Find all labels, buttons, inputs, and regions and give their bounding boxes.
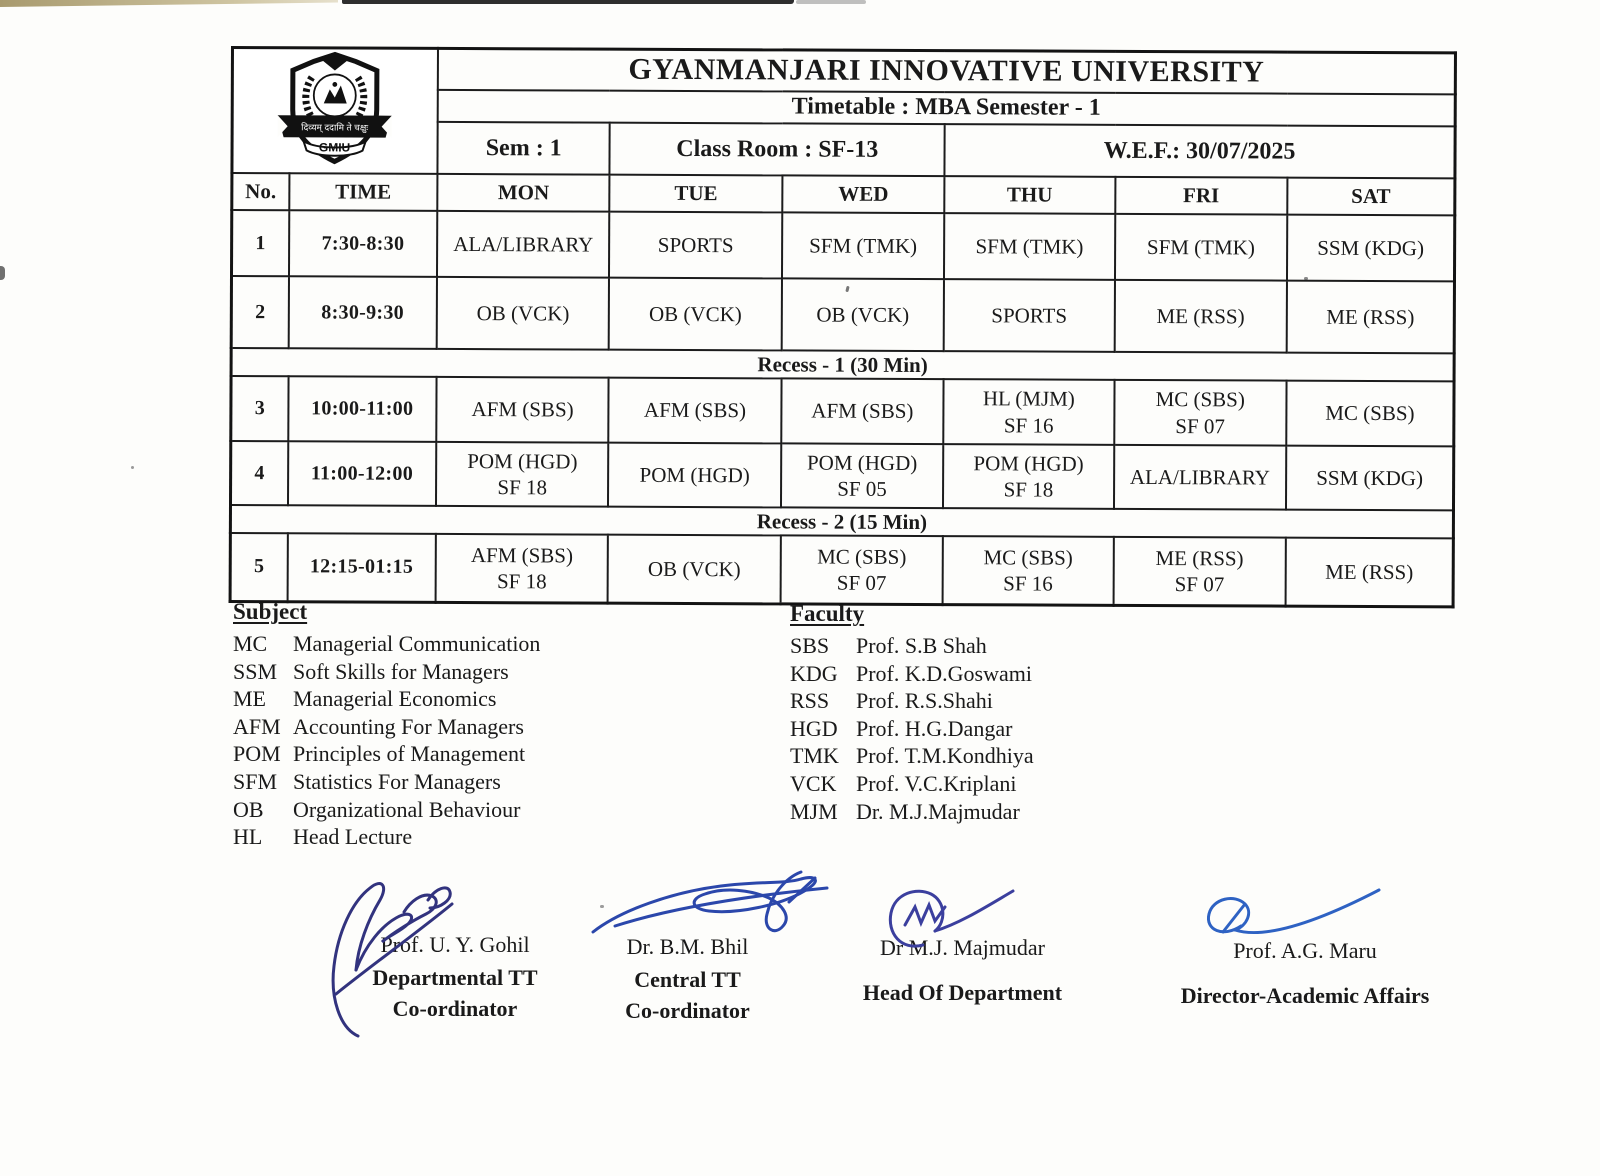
col-header-no: No. (232, 173, 289, 210)
legend-abbr: SBS (790, 633, 830, 658)
timetable-cell (436, 534, 609, 603)
cell-line: AFM (SBS) (643, 398, 747, 423)
legend-abbr: MC (233, 631, 268, 656)
cell-line: POM (HGD) (639, 462, 750, 488)
timetable-cell (609, 212, 782, 279)
col-header-fri: FRI (1115, 177, 1288, 215)
recess-label: Recess - 2 (15 Min) (230, 505, 1453, 538)
legend-item (790, 770, 1210, 798)
legend-name: Head Lecture (293, 824, 413, 850)
cell-line: SFM (TMK) (975, 234, 1084, 259)
cell-line: AFM (SBS) (811, 398, 914, 424)
legend-item (790, 715, 1210, 743)
timetable-cell (608, 443, 781, 508)
scan-artifact-edge-mark (0, 266, 5, 280)
university-logo (232, 48, 438, 174)
cell-line: OB (VCK) (647, 556, 741, 581)
legend-abbr: POM (233, 741, 281, 767)
timetable-cell (781, 443, 944, 508)
timetable-cell (1115, 214, 1288, 281)
legend-name: Statistics For Managers (293, 768, 501, 794)
class-row (230, 533, 1453, 606)
cell-line: POM (HGD) (973, 450, 1084, 476)
cell-line: SF 18 (497, 475, 548, 500)
timetable-cell (782, 212, 945, 279)
timetable-cell (437, 277, 610, 350)
gmiu-logo-emblem (260, 49, 411, 168)
cell-line: OB (VCK) (648, 301, 742, 327)
legend-name: Prof. R.S.Shahi (856, 688, 993, 714)
legend-abbr: RSS (790, 688, 830, 714)
signature-name: Dr M.J. Majmudar (880, 935, 1045, 960)
cell-line: SF 07 (1175, 413, 1225, 438)
legend-abbr: SSM (233, 658, 278, 684)
cell-line: MC (SBS) (1155, 387, 1245, 412)
cell-line: SSM (KDG) (1316, 465, 1424, 491)
cell-line: ALA/LIBRARY (453, 231, 594, 257)
cell-line: SF 16 (1003, 571, 1053, 596)
cell-line: SFM (TMK) (1146, 234, 1255, 260)
period-time: 12:15-01:15 (287, 533, 436, 602)
legend-name: Prof. V.C.Kriplani (856, 770, 1017, 796)
scan-artifact-tan-strip (0, 0, 338, 7)
cell-line: OB (VCK) (476, 300, 570, 326)
cell-line: SF 18 (496, 568, 547, 594)
cell-line: SF 18 (1003, 477, 1054, 502)
legend-name: Managerial Economics (293, 686, 497, 712)
legend-item (790, 660, 1210, 688)
subject-legend-items (233, 630, 653, 851)
timetable-cell (609, 378, 782, 444)
legend-item (233, 796, 653, 824)
legend-item (233, 713, 653, 741)
legend-abbr: KDG (790, 660, 838, 686)
recess-label: Recess - 1 (30 Min) (231, 348, 1454, 381)
timetable-cell (781, 278, 944, 351)
timetable-cell (1287, 215, 1455, 282)
timetable-cell (944, 213, 1115, 280)
timetable-cell (1114, 380, 1287, 446)
legend-name: Principles of Management (293, 741, 526, 767)
col-header-mon: MON (437, 174, 610, 212)
signature-roles (1165, 980, 1445, 1011)
logo-motto-text: दिव्यम् ददामि ते चक्षुः (301, 122, 369, 133)
period-time: 7:30-8:30 (289, 210, 438, 277)
signature-name: Prof. A.G. Maru (1233, 938, 1377, 963)
cell-line: SF 07 (836, 570, 887, 595)
legend-item (233, 685, 653, 713)
signature-block-departmental-tt (330, 932, 580, 1024)
legend-item (790, 687, 1210, 715)
cell-line: SFM (TMK) (809, 233, 918, 258)
legend-abbr: HL (233, 824, 263, 850)
period-number: 3 (231, 376, 288, 441)
col-header-time: TIME (289, 173, 438, 211)
col-header-sat: SAT (1287, 178, 1455, 216)
period-number: 1 (231, 210, 288, 276)
legend-abbr: HGD (790, 715, 838, 741)
timetable-cell (943, 379, 1114, 445)
cell-line: SPORTS (991, 303, 1068, 328)
timetable-cell (780, 535, 943, 604)
signature-roles (835, 977, 1090, 1008)
signature-role: Head Of Department (862, 980, 1063, 1005)
class-row (231, 276, 1454, 353)
cell-line: HL (MJM) (982, 386, 1075, 411)
timetable-cell (943, 444, 1114, 509)
university-title: GYANMANJARI INNOVATIVE UNIVERSITY (438, 48, 1456, 94)
cell-line: ME (RSS) (1156, 303, 1245, 329)
period-time: 11:00-12:00 (288, 441, 437, 506)
legend-abbr: VCK (790, 770, 837, 796)
legend-name: Organizational Behaviour (293, 796, 521, 822)
scan-artifact-gray-line (796, 0, 866, 4)
day-header-row (232, 173, 1455, 215)
timetable-cell (1286, 446, 1454, 511)
legend-item (790, 798, 1210, 826)
cell-line: SF 05 (837, 476, 887, 501)
scan-artifact-black-line (342, 0, 794, 4)
cell-line: ME (RSS) (1325, 559, 1414, 584)
class-row (230, 441, 1453, 510)
faculty-legend (790, 601, 1210, 825)
signature-role: Departmental TT (372, 965, 538, 990)
signature-roles (330, 962, 580, 1024)
cell-line: AFM (SBS) (471, 397, 574, 422)
faculty-legend-heading: Faculty (790, 601, 865, 626)
legend-name: Prof. H.G.Dangar (856, 715, 1013, 741)
period-number: 5 (230, 533, 287, 601)
legend-abbr: AFM (233, 713, 281, 739)
timetable-cell (436, 442, 609, 507)
signature-roles (565, 964, 810, 1026)
signature-role: Co-ordinator (625, 998, 750, 1023)
timetable-cell (1114, 445, 1287, 510)
cell-line: AFM (SBS) (470, 542, 574, 567)
signature-role: Central TT (634, 967, 741, 992)
signature-name: Prof. U. Y. Gohil (380, 932, 530, 957)
timetable-cell (781, 378, 944, 444)
period-time: 8:30-9:30 (288, 276, 437, 349)
timetable-cell (944, 279, 1115, 352)
timetable-cell (609, 278, 782, 351)
legend-item (790, 632, 1210, 660)
cell-line: MC (SBS) (983, 544, 1073, 570)
scan-speck (131, 466, 134, 469)
legend-item (790, 742, 1210, 770)
timetable-cell (1286, 538, 1454, 607)
timetable-subtitle: Timetable : MBA Semester - 1 (438, 90, 1456, 127)
period-number: 2 (231, 276, 288, 348)
cell-line: ME (RSS) (1326, 304, 1415, 330)
legend-name: Prof. T.M.Kondhiya (856, 743, 1034, 769)
cell-line: SF 07 (1174, 571, 1225, 597)
cell-line: POM (HGD) (467, 448, 578, 474)
legend-name: Accounting For Managers (293, 713, 524, 739)
timetable-table (229, 46, 1457, 608)
legend-abbr: OB (233, 796, 264, 822)
cell-line: ALA/LIBRARY (1129, 464, 1270, 490)
subject-legend-heading: Subject (233, 599, 308, 624)
signature-role: Director-Academic Affairs (1180, 983, 1430, 1008)
signature-role: Co-ordinator (392, 996, 518, 1021)
timetable-cell (1114, 280, 1287, 353)
legend-abbr: MJM (790, 798, 838, 824)
col-header-thu: THU (944, 176, 1115, 214)
signature-block-hod (835, 935, 1090, 1008)
legend-item (233, 823, 653, 851)
legend-name: Prof. S.B Shah (856, 633, 987, 658)
faculty-legend-items (790, 632, 1210, 825)
legend-abbr: ME (233, 686, 266, 712)
timetable-cell (1287, 281, 1455, 354)
timetable-cell (437, 211, 610, 278)
cell-line: MC (SBS) (1325, 401, 1415, 426)
title-row (232, 48, 1455, 94)
timetable-cell (436, 377, 609, 443)
scan-speck (600, 905, 604, 908)
legend-name: Soft Skills for Managers (293, 658, 509, 684)
legend-item (233, 630, 653, 658)
timetable-cell (943, 536, 1114, 605)
legend-name: Prof. K.D.Goswami (856, 660, 1032, 686)
legend-item (233, 740, 653, 768)
col-header-wed: WED (782, 175, 945, 213)
classroom-value: Class Room : SF-13 (610, 123, 945, 176)
cell-line: SF 16 (1003, 412, 1054, 438)
legend-item (233, 768, 653, 796)
class-row (231, 210, 1454, 281)
cell-line: SPORTS (657, 232, 734, 258)
col-header-tue: TUE (610, 175, 783, 213)
legend-name: Managerial Communication (293, 631, 541, 656)
legend-item (233, 658, 653, 686)
logo-acronym-text: GMIU (319, 140, 351, 155)
signature-block-central-tt (565, 934, 810, 1026)
wef-value: W.E.F.: 30/07/2025 (945, 124, 1456, 178)
subject-legend (233, 599, 653, 851)
cell-line: ME (RSS) (1155, 545, 1244, 570)
timetable-cell (608, 535, 781, 604)
cell-line: MC (SBS) (817, 544, 907, 569)
class-row (231, 376, 1454, 446)
timetable-cell (1113, 537, 1286, 606)
signature-block-director (1165, 938, 1445, 1011)
legend-abbr: TMK (790, 743, 839, 769)
sem-value: Sem : 1 (437, 122, 610, 175)
period-time: 10:00-11:00 (288, 376, 437, 442)
timetable-cell (1286, 381, 1454, 447)
signature-name: Dr. B.M. Bhil (626, 934, 749, 959)
cell-line: SSM (KDG) (1317, 235, 1425, 261)
legend-name: Dr. M.J.Majmudar (856, 798, 1020, 824)
cell-line: POM (HGD) (806, 450, 918, 475)
cell-line: OB (VCK) (816, 302, 910, 327)
period-number: 4 (230, 441, 287, 505)
timetable-document (229, 46, 1457, 608)
legend-abbr: SFM (233, 768, 278, 794)
